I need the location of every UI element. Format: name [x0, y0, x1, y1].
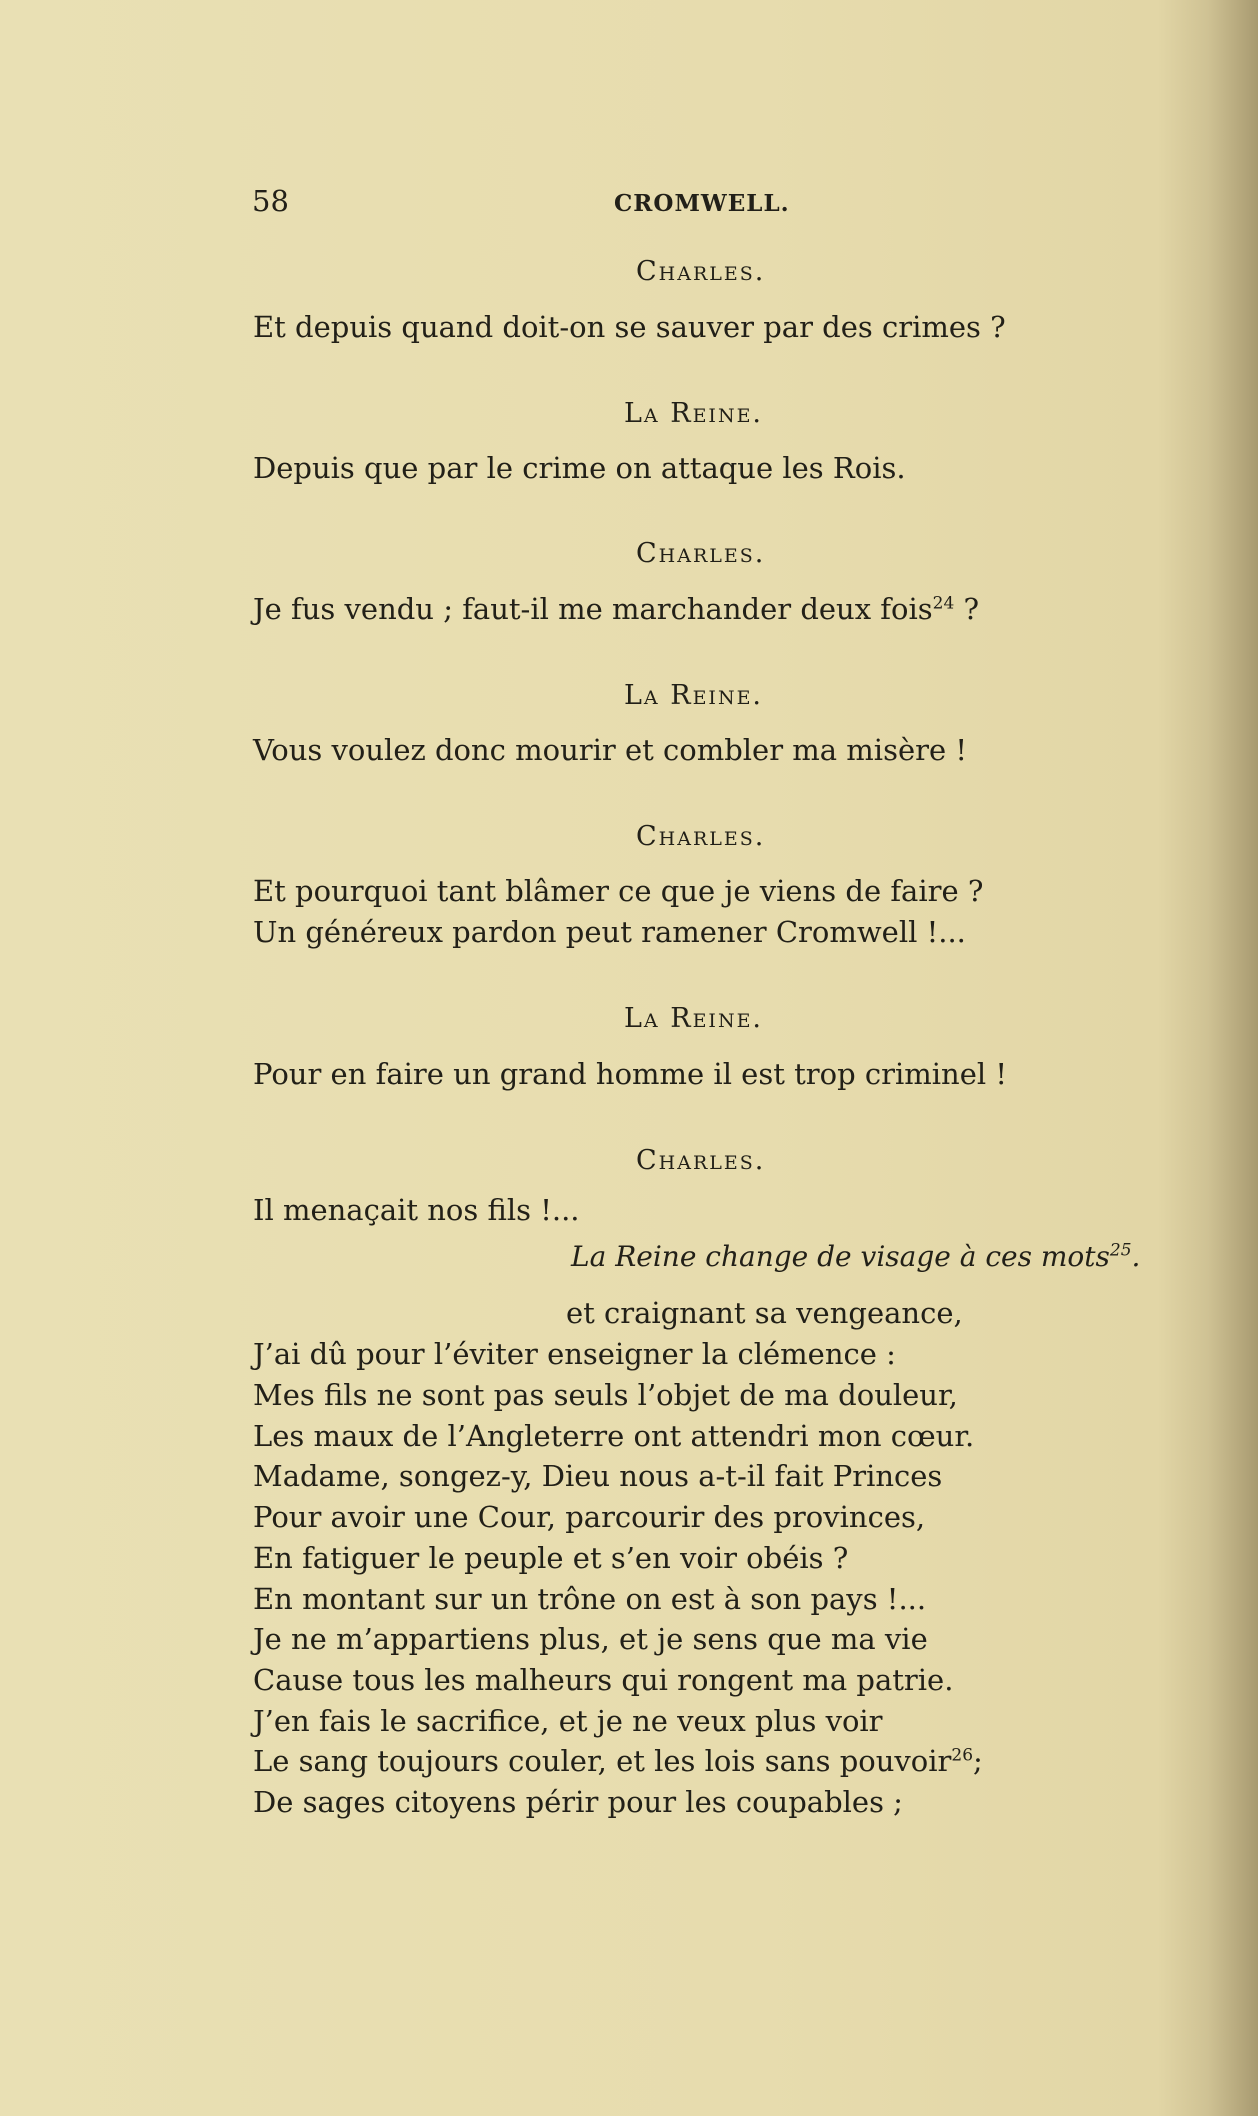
running-title: CROMWELL.: [614, 190, 790, 217]
speaker-label: Charles.: [636, 1145, 766, 1176]
verse-line: J’en fais le sacrifice, et je ne veux plus voir: [253, 1704, 883, 1738]
verse-line: [253, 1744, 983, 1778]
verse-line: De sages citoyens périr pour les coupables ;: [253, 1785, 903, 1819]
verse-line: Et pourquoi tant blâmer ce que je viens de faire ?: [253, 874, 984, 908]
stage-direction: La Reine change de visage à ces mots$^{25}$.: [571, 1240, 1141, 1273]
verse-line: Pour en faire un grand homme il est trop criminel !: [253, 1057, 1007, 1091]
page-number: 58: [252, 184, 289, 218]
speaker-label: Charles.: [636, 256, 766, 287]
footnote-ref[interactable]: 25: [1109, 1240, 1132, 1261]
verse-line: Pour avoir une Cour, parcourir des provinces,: [253, 1500, 926, 1534]
verse-line: Je ne m’appartiens plus, et je sens que ma vie: [253, 1622, 928, 1656]
verse-line: En montant sur un trône on est à son pays !...: [253, 1582, 927, 1616]
footnote-ref[interactable]: 26: [951, 1745, 974, 1766]
verse-line: En fatiguer le peuple et s’en voir obéis ?: [253, 1541, 849, 1575]
verse-line: Depuis que par le crime on attaque les Rois.: [253, 451, 906, 485]
speaker-label: Charles.: [636, 538, 766, 569]
verse-text: Le sang toujours couler, et les lois sans pouvoir: [253, 1744, 952, 1778]
verse-line: et craignant sa vengeance,: [566, 1296, 963, 1330]
verse-line: Il menaçait nos fils !...: [253, 1193, 580, 1227]
speaker-label: La Reine.: [624, 398, 764, 429]
verse-line: Cause tous les malheurs qui rongent ma patrie.: [253, 1663, 954, 1697]
verse-text: ;: [973, 1744, 983, 1778]
speaker-label: La Reine.: [624, 1003, 764, 1034]
verse-line: [253, 592, 979, 626]
verse-line: Et depuis quand doit-on se sauver par des crimes ?: [253, 310, 1006, 344]
speaker-label: La Reine.: [624, 680, 764, 711]
verse-line: Mes fils ne sont pas seuls l’objet de ma douleur,: [253, 1378, 958, 1412]
verse-line: Madame, songez-y, Dieu nous a-t-il fait Princes: [253, 1459, 943, 1493]
verse-text: ?: [963, 592, 980, 626]
verse-line: J’ai dû pour l’éviter enseigner la clémence :: [253, 1337, 896, 1371]
verse-text: Je fus vendu ; faut-il me marchander deux fois: [253, 592, 933, 626]
speaker-label: Charles.: [636, 821, 766, 852]
verse-line: Vous voulez donc mourir et combler ma misère !: [253, 733, 968, 767]
footnote-ref[interactable]: 24: [932, 593, 955, 614]
stage-direction-text: La Reine change de visage à ces mots: [571, 1240, 1110, 1273]
verse-line: Un généreux pardon peut ramener Cromwell !...: [253, 915, 966, 949]
verse-line: Les maux de l’Angleterre ont attendri mon cœur.: [253, 1419, 975, 1453]
